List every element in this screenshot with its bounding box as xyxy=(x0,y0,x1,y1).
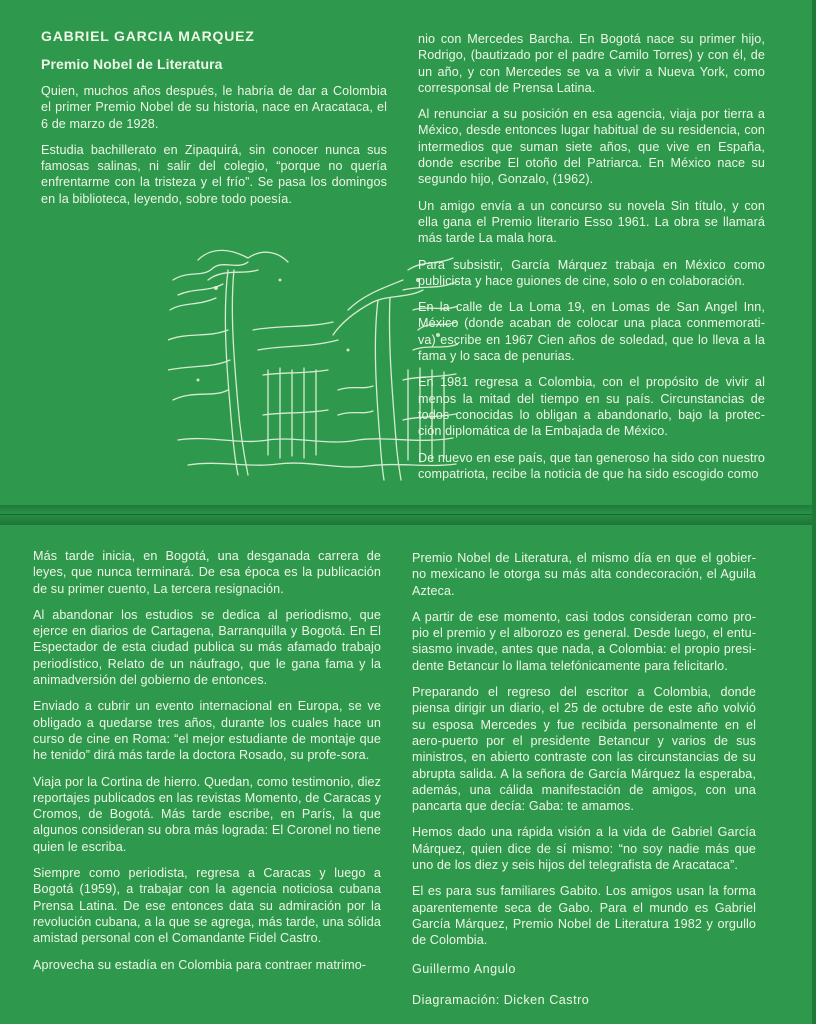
tropical-landscape-drawing xyxy=(168,240,458,485)
paragraph: Quien, muchos años después, le habría de dar a Colombia el primer Premio Nobel de su historia, nace en Aracataca, el 6 de marzo de 1928. xyxy=(41,84,387,131)
page-fold xyxy=(0,505,816,525)
top-right-column xyxy=(418,31,765,492)
paragraph: Viaja por la Cortina de hierro. Quedan, como testimonio, diez reportajes publicados en las revistas Momento, de Caracas y Cromos, de Bogotá. Más tarde escribe, en París, la que algunos consideran su obra más lograda: El Coronel no tiene quien le escriba. xyxy=(33,774,381,854)
page-edge xyxy=(812,0,816,1024)
paragraph: Estudia bachillerato en Zipaquirá, sin conocer nunca sus famosas salinas, ni salir del colegio, “porque no quería enfrentarme con la tristeza y el frío”. Se pasa los domingos en la biblioteca, leyendo, sobre todo poesía. xyxy=(41,142,387,206)
paragraph: En la calle de La Loma 19, en Lomas de San Angel Inn, México (donde acaban de colocar una placa conmemorati-va) escribe en 1967 Cien años de soledad, que lo lleva a la fama y lo saca de penurias. xyxy=(418,300,765,364)
paragraph: Premio Nobel de Literatura, el mismo día en que el gobier-no mexicano le otorga su más alta condecoración, el Aguila Azteca. xyxy=(412,551,756,598)
paragraph: Preparando el regreso del escritor a Colombia, donde piensa dirigir un diario, el 25 de octubre de este año volvió su esposa Mercedes y fue recibida personalmente en el aero-puerto por el presidente Betancur y varios de sus ministros, en abierto contraste con las circunstancias de su abrupta salida. A la señora de García Márquez la esperaba, además, una cálida manifestación de amigos, con una pancarta que decía: Gaba: te amamos. xyxy=(412,685,756,814)
paragraph: Hemos dado una rápida visión a la vida de Gabriel García Márquez, quien dice de sí mismo: “no soy nadie más que uno de los diez y seis hijos del telegrafista de Aracataca”. xyxy=(412,825,756,873)
article-subtitle: Premio Nobel de Literatura xyxy=(41,56,223,72)
paragraph: nio con Mercedes Barcha. En Bogotá nace su primer hijo, Rodrigo, (bautizado por el padre Camilo Torres) y con él, de un año, y con Mercedes se va a vivir a Nueva York, como corresponsal de Prensa Latina. xyxy=(418,32,765,95)
paragraph: Enviado a cubrir un evento internacional en Europa, se ve obligado a quedarse tres años, durante los cuales hace un curso de cine en Roma: “el mejor estudiante de montaje que he tenido” dirá más tarde la doctora Rosado, su profe-sora. xyxy=(33,699,381,763)
paragraph: Aprovecha su estadía en Colombia para contraer matrimo- xyxy=(33,957,367,972)
paragraph: Al abandonar los estudios se dedica al periodismo, que ejerce en diarios de Cartagena, Barranquilla y Bogotá. En El Espectador de esta ciudad publica su más afamado trabajo periodístico, Relato de un náufrago, que le gana fama y la animadversión del gobierno de entonces. xyxy=(33,607,381,688)
author-credit: Guillermo Angulo xyxy=(412,961,516,976)
bottom-right-column xyxy=(412,550,756,1021)
paragraph: Para subsistir, García Márquez trabaja en México como publicista y hace guiones de cine, solo o en colaboración. xyxy=(418,257,765,288)
paragraph: Más tarde inicia, en Bogotá, una desganada carrera de leyes, que nunca terminará. De esa época es la publicación de su primer cuento, La tercera resignación. xyxy=(33,549,381,596)
article-title: GABRIEL GARCIA MARQUEZ xyxy=(41,28,255,44)
paragraph: Siempre como periodista, regresa a Caracas y luego a Bogotá (1959), a trabajar con la agencia noticiosa cubana Prensa Latina. De ese entonces data su admiración por la revolución cubana, a la que se agrega, más tarde, una sólida amistad personal con el Comandante Fidel Castro. xyxy=(33,866,381,946)
top-left-column xyxy=(41,27,387,217)
bottom-left-column xyxy=(33,548,381,983)
paragraph: El es para sus familiares Gabito. Los amigos usan la forma aparentemente seca de Gabo. Para el mundo es Gabriel García Márquez, Premio Nobel de Literatura 1982 y orgullo de Colombia. xyxy=(412,884,756,948)
fold-crease xyxy=(0,514,816,515)
paragraph: A partir de ese momento, casi todos consideran como pro-pio el premio y el alborozo es general. Desde luego, el entu-siasmo invade, antes que nada, a Colombia: el propio presi-dente Betancur lo llama telefónicamente para felicitarlo. xyxy=(412,609,756,673)
paragraph: Un amigo envía a un concurso su novela Sin título, y con ella gana el Premio literario Esso 1961. La obra se llamará más tarde La mala hora. xyxy=(418,198,765,246)
paragraph: De nuevo en ese país, que tan generoso ha sido con nuestro compatriota, recibe la noticia de que ha sido escogido como xyxy=(418,450,765,481)
layout-credit: Diagramación: Dicken Castro xyxy=(412,992,590,1007)
paragraph: En 1981 regresa a Colombia, con el propósito de vivir al menos la mitad del tiempo en su país. Circunstancias de todos conocidas lo obligan a abandonarlo, bajo la protec-ción diplomática de la Embajada de México. xyxy=(418,375,765,439)
paragraph: Al renunciar a su posición en esa agencia, viaja por tierra a México, desde entonces lugar habitual de su residencia, con intermedios que suman siete años, que vive en España, donde escribe El otoño del Patriarca. En México nace su segundo hijo, Gonzalo, (1962). xyxy=(418,107,765,187)
